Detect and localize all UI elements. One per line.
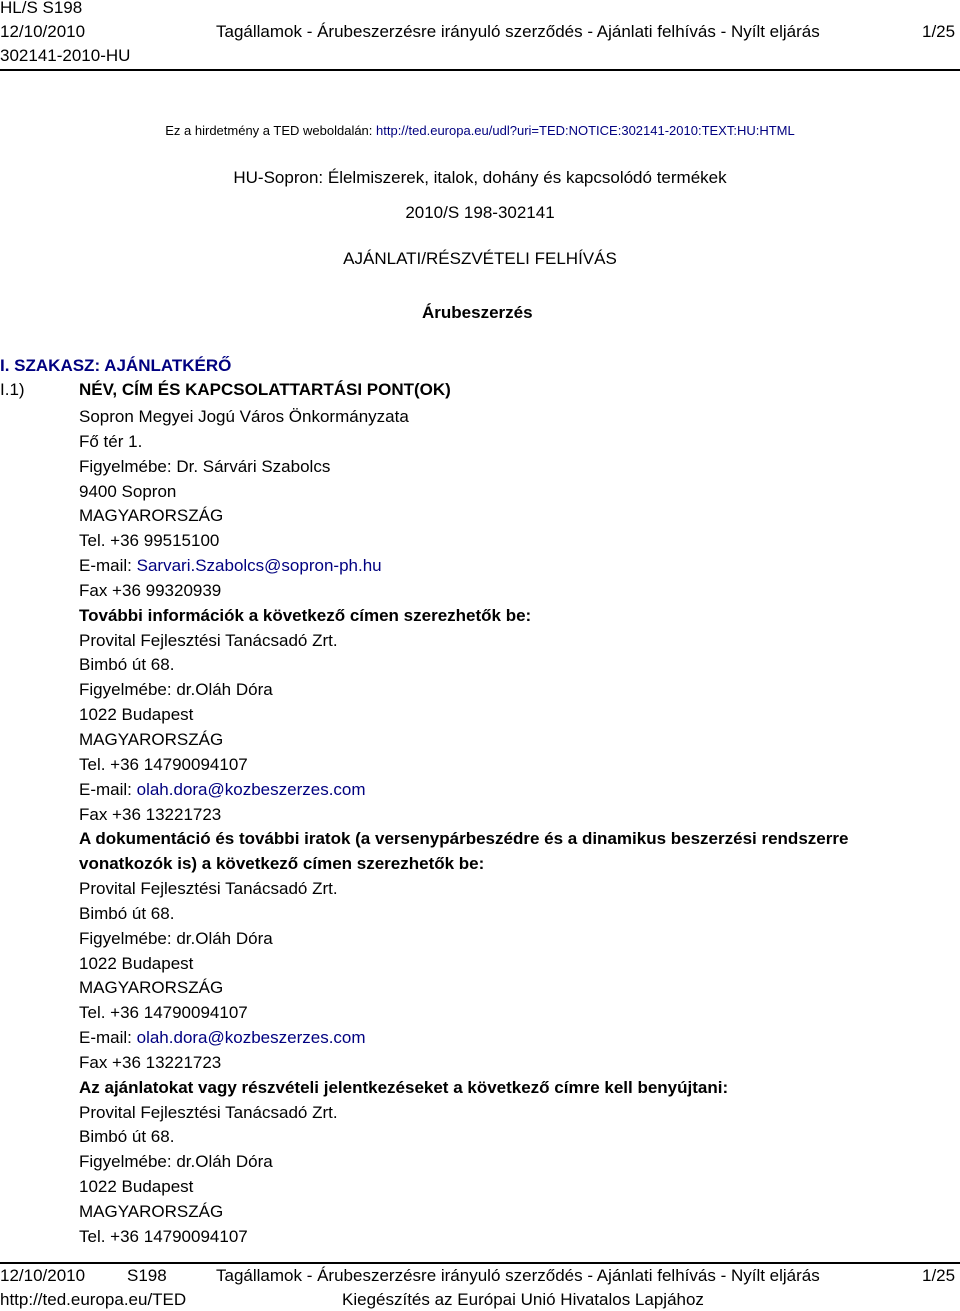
info-email — [79, 778, 939, 803]
docs-email-label: E-mail: — [79, 1028, 137, 1048]
submit-city: 1022 Budapest — [79, 1177, 194, 1197]
ted-notice — [0, 123, 960, 138]
page-header — [0, 0, 960, 72]
info-tel: Tel. +36 14790094107 — [79, 754, 248, 774]
contact-email-label: E-mail: — [79, 556, 137, 576]
header-divider — [0, 69, 960, 71]
section-title: I. SZAKASZ: AJÁNLATKÉRŐ — [0, 356, 232, 375]
subsection-title: NÉV, CÍM ÉS KAPCSOLATTARTÁSI PONT(OK) — [79, 380, 451, 399]
info-email-link[interactable]: olah.dora@kozbeszerzes.com — [136, 779, 366, 799]
info-city: 1022 Budapest — [79, 705, 194, 725]
footer-divider — [0, 1262, 960, 1264]
submit-country: MAGYARORSZÁG — [79, 1202, 224, 1221]
contact-fax: Fax +36 99320939 — [79, 580, 222, 600]
docs-tel: Tel. +36 14790094107 — [79, 1003, 248, 1023]
subsection-number: I.1) — [0, 380, 25, 399]
contact-country: MAGYARORSZÁG — [79, 506, 224, 526]
info-attention: Figyelmébe: dr.Oláh Dóra — [79, 680, 273, 700]
docs-city: 1022 Budapest — [79, 953, 194, 973]
info-fax: Fax +36 13221723 — [79, 804, 222, 824]
submit-street: Bimbó út 68. — [79, 1127, 175, 1147]
contact-city: 9400 Sopron — [79, 481, 177, 501]
docs-email — [79, 1026, 939, 1051]
contact-attention: Figyelmébe: Dr. Sárvári Szabolcs — [79, 456, 331, 476]
contact-tel: Tel. +36 99515100 — [79, 531, 220, 551]
header-date: 12/10/2010 — [0, 22, 86, 41]
header-page: 1/25 — [922, 22, 956, 41]
docs-heading: A dokumentáció és további iratok (a versenypárbeszédre és a dinamikus beszerzési rendszerre vonatkozók is) a következő címen szerezhetők be: — [79, 829, 849, 874]
notice-type: AJÁNLATI/RÉSZVÉTELI FELHÍVÁS — [343, 249, 617, 268]
footer-supplement: Kiegészítés az Európai Unió Hivatalos Lapjához — [342, 1290, 704, 1309]
notice-number: 2010/S 198-302141 — [405, 203, 555, 222]
footer-ref: S198 — [127, 1266, 167, 1285]
docs-country: MAGYARORSZÁG — [79, 978, 224, 998]
docs-email-link[interactable]: olah.dora@kozbeszerzes.com — [136, 1028, 366, 1048]
contact-email — [79, 554, 939, 579]
header-ref: HL/S S198 — [0, 0, 83, 17]
footer-title: Tagállamok - Árubeszerzésre irányuló szerződés - Ajánlati felhívás - Nyílt eljárás — [216, 1266, 820, 1285]
footer-page: 1/25 — [922, 1266, 956, 1285]
submit-heading: Az ajánlatokat vagy részvételi jelentkezéseket a következő címre kell benyújtani: — [79, 1077, 729, 1097]
header-doc-id: 302141-2010-HU — [0, 46, 131, 65]
contact-name: Sopron Megyei Jogú Város Önkormányzata — [79, 407, 409, 426]
docs-fax: Fax +36 13221723 — [79, 1052, 222, 1072]
info-email-label: E-mail: — [79, 779, 137, 799]
footer-date: 12/10/2010 — [0, 1266, 86, 1285]
header-title: Tagállamok - Árubeszerzésre irányuló szerződés - Ajánlati felhívás - Nyílt eljárás — [216, 22, 820, 41]
notice-heading: HU-Sopron: Élelmiszerek, italok, dohány és kapcsolódó termékek — [233, 168, 727, 187]
docs-name: Provital Fejlesztési Tanácsadó Zrt. — [79, 879, 338, 899]
submit-attention: Figyelmébe: dr.Oláh Dóra — [79, 1152, 273, 1172]
docs-attention: Figyelmébe: dr.Oláh Dóra — [79, 928, 273, 948]
info-name: Provital Fejlesztési Tanácsadó Zrt. — [79, 630, 338, 650]
ted-notice-link[interactable]: http://ted.europa.eu/udl?uri=TED:NOTICE:302141-2010:TEXT:HU:HTML — [376, 123, 795, 138]
info-country: MAGYARORSZÁG — [79, 729, 224, 749]
footer-url[interactable]: http://ted.europa.eu/TED — [0, 1290, 187, 1309]
submit-name: Provital Fejlesztési Tanácsadó Zrt. — [79, 1102, 338, 1122]
notice-category: Árubeszerzés — [422, 303, 533, 322]
info-street: Bimbó út 68. — [79, 655, 175, 675]
info-heading: További információk a következő címen szerezhetők be: — [79, 605, 532, 625]
submit-tel: Tel. +36 14790094107 — [79, 1226, 248, 1246]
contact-block — [79, 405, 939, 1250]
contact-email-link[interactable]: Sarvari.Szabolcs@sopron-ph.hu — [136, 556, 382, 576]
contact-street: Fő tér 1. — [79, 431, 143, 451]
ted-notice-prefix: Ez a hirdetmény a TED weboldalán: — [165, 123, 377, 138]
docs-street: Bimbó út 68. — [79, 903, 175, 923]
